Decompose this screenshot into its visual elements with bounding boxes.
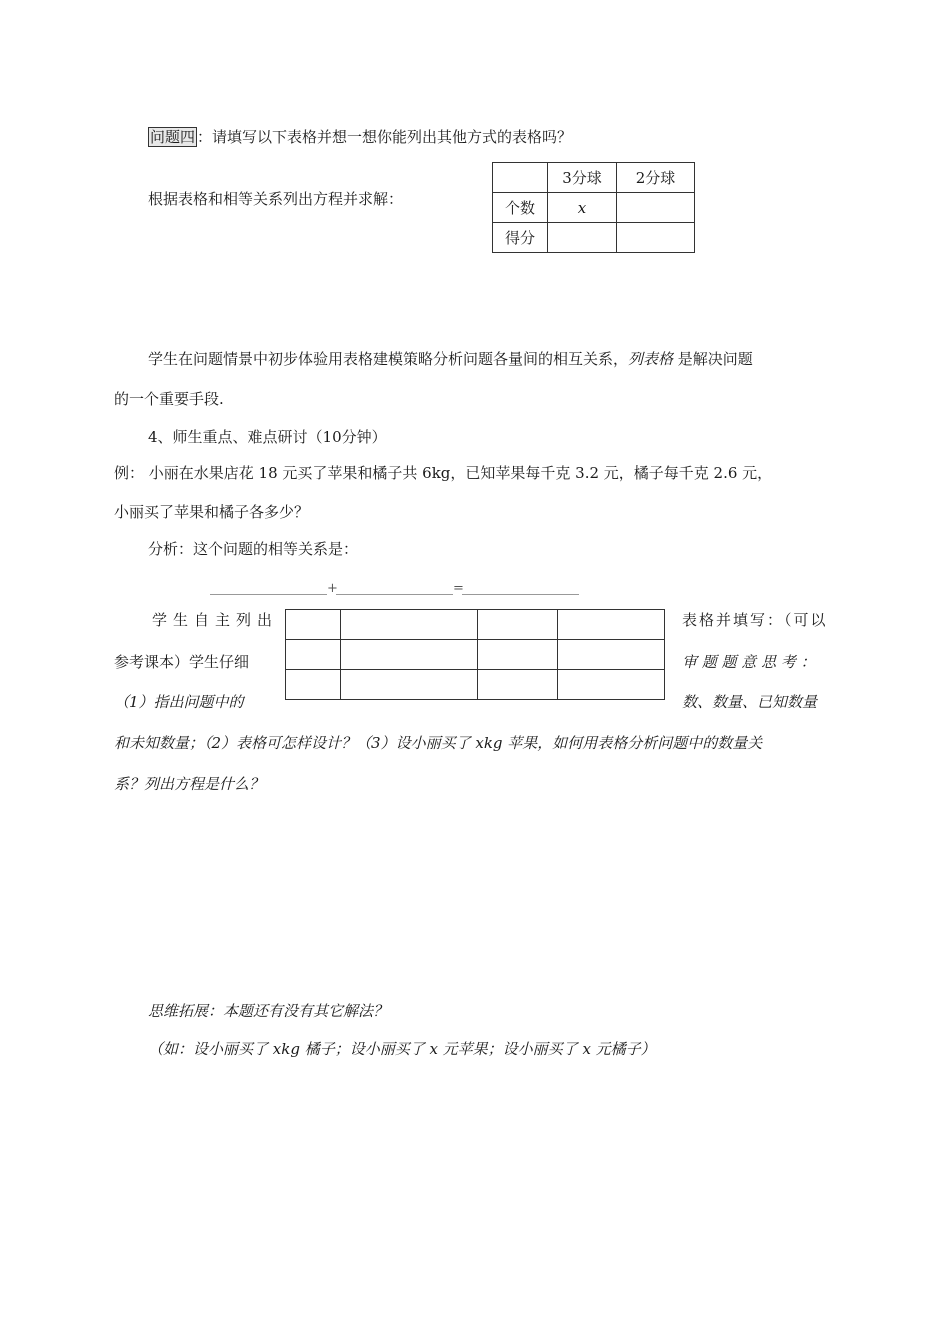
table-cell xyxy=(558,610,665,640)
paragraph-emphasis: 列表格 xyxy=(628,350,674,368)
table-cell xyxy=(341,670,478,700)
paragraph-line: 和未知数量；（2）表格可怎样设计？（3）设小丽买了 xkg 苹果，如何用表格分析问题中的数量关 xyxy=(114,734,763,752)
table-cell xyxy=(341,640,478,670)
blank-line xyxy=(336,594,453,595)
table-row-label: 个数 xyxy=(493,193,548,223)
table-row xyxy=(286,640,665,670)
table-cell xyxy=(286,640,341,670)
table-cell xyxy=(558,640,665,670)
table-cell xyxy=(617,223,695,253)
section-title: 4、师生重点、难点研讨（10分钟） xyxy=(148,428,387,446)
problem-4-line xyxy=(148,130,572,145)
paragraph-line: （1）指出问题中的 xyxy=(114,693,244,711)
paragraph-text: 是解决问题 xyxy=(673,350,753,368)
analysis-text: 分析：这个问题的相等关系是： xyxy=(148,540,359,558)
table-header-2pt: 2分球 xyxy=(617,163,695,193)
table-row-label: 得分 xyxy=(493,223,548,253)
blank-table xyxy=(285,609,665,700)
equals-sign: = xyxy=(453,581,464,596)
blank-line xyxy=(210,594,327,595)
table-cell xyxy=(548,223,617,253)
table-cell xyxy=(493,163,548,193)
paragraph-line: 系？列出方程是什么？ xyxy=(114,775,265,793)
paragraph-line xyxy=(148,352,753,367)
paragraph-line: 表格并填写：（可以 xyxy=(682,611,828,629)
table-cell xyxy=(558,670,665,700)
extension-title: 思维拓展：本题还有没有其它解法？ xyxy=(148,1002,389,1020)
table-cell xyxy=(286,610,341,640)
score-table xyxy=(492,162,695,253)
table-header-3pt: 3分球 xyxy=(548,163,617,193)
table-cell xyxy=(617,193,695,223)
solve-instruction: 根据表格和相等关系列出方程并求解： xyxy=(148,190,404,208)
table-cell xyxy=(341,610,478,640)
extension-hint: （如：设小丽买了 xkg 橘子；设小丽买了 x 元苹果；设小丽买了 x 元橘子） xyxy=(148,1040,656,1058)
blank-line xyxy=(462,594,579,595)
example-line: 小丽买了苹果和橘子各多少？ xyxy=(114,503,310,521)
problem-4-colon: ： xyxy=(197,128,213,146)
table-cell xyxy=(286,670,341,700)
paragraph-line: 数、数量、已知数量 xyxy=(682,693,818,711)
table-cell xyxy=(478,610,558,640)
plus-sign: + xyxy=(327,581,338,596)
paragraph-line: 学生自主列出 xyxy=(152,611,279,629)
table-cell: x xyxy=(548,193,617,223)
table-cell xyxy=(478,640,558,670)
paragraph-line: 的一个重要手段. xyxy=(114,390,224,408)
table-row xyxy=(493,163,695,193)
paragraph-line: 审 题 题 意 思 考 ： xyxy=(682,653,816,671)
paragraph-line: 参考课本）学生仔细 xyxy=(114,653,250,671)
table-row xyxy=(286,610,665,640)
table-cell xyxy=(478,670,558,700)
table-row xyxy=(493,193,695,223)
problem-4-label: 问题四 xyxy=(150,128,196,146)
table-row xyxy=(286,670,665,700)
example-line: 例： 小丽在水果店花 18 元买了苹果和橘子共 6kg，已知苹果每千克 3.2 元，橘子每千克 2.6 元， xyxy=(114,464,773,482)
paragraph-text: 学生在问题情景中初步体验用表格建模策略分析问题各量间的相互关系， xyxy=(148,350,629,368)
table-row xyxy=(493,223,695,253)
problem-4-text: 请填写以下表格并想一想你能列出其他方式的表格吗？ xyxy=(212,128,573,146)
